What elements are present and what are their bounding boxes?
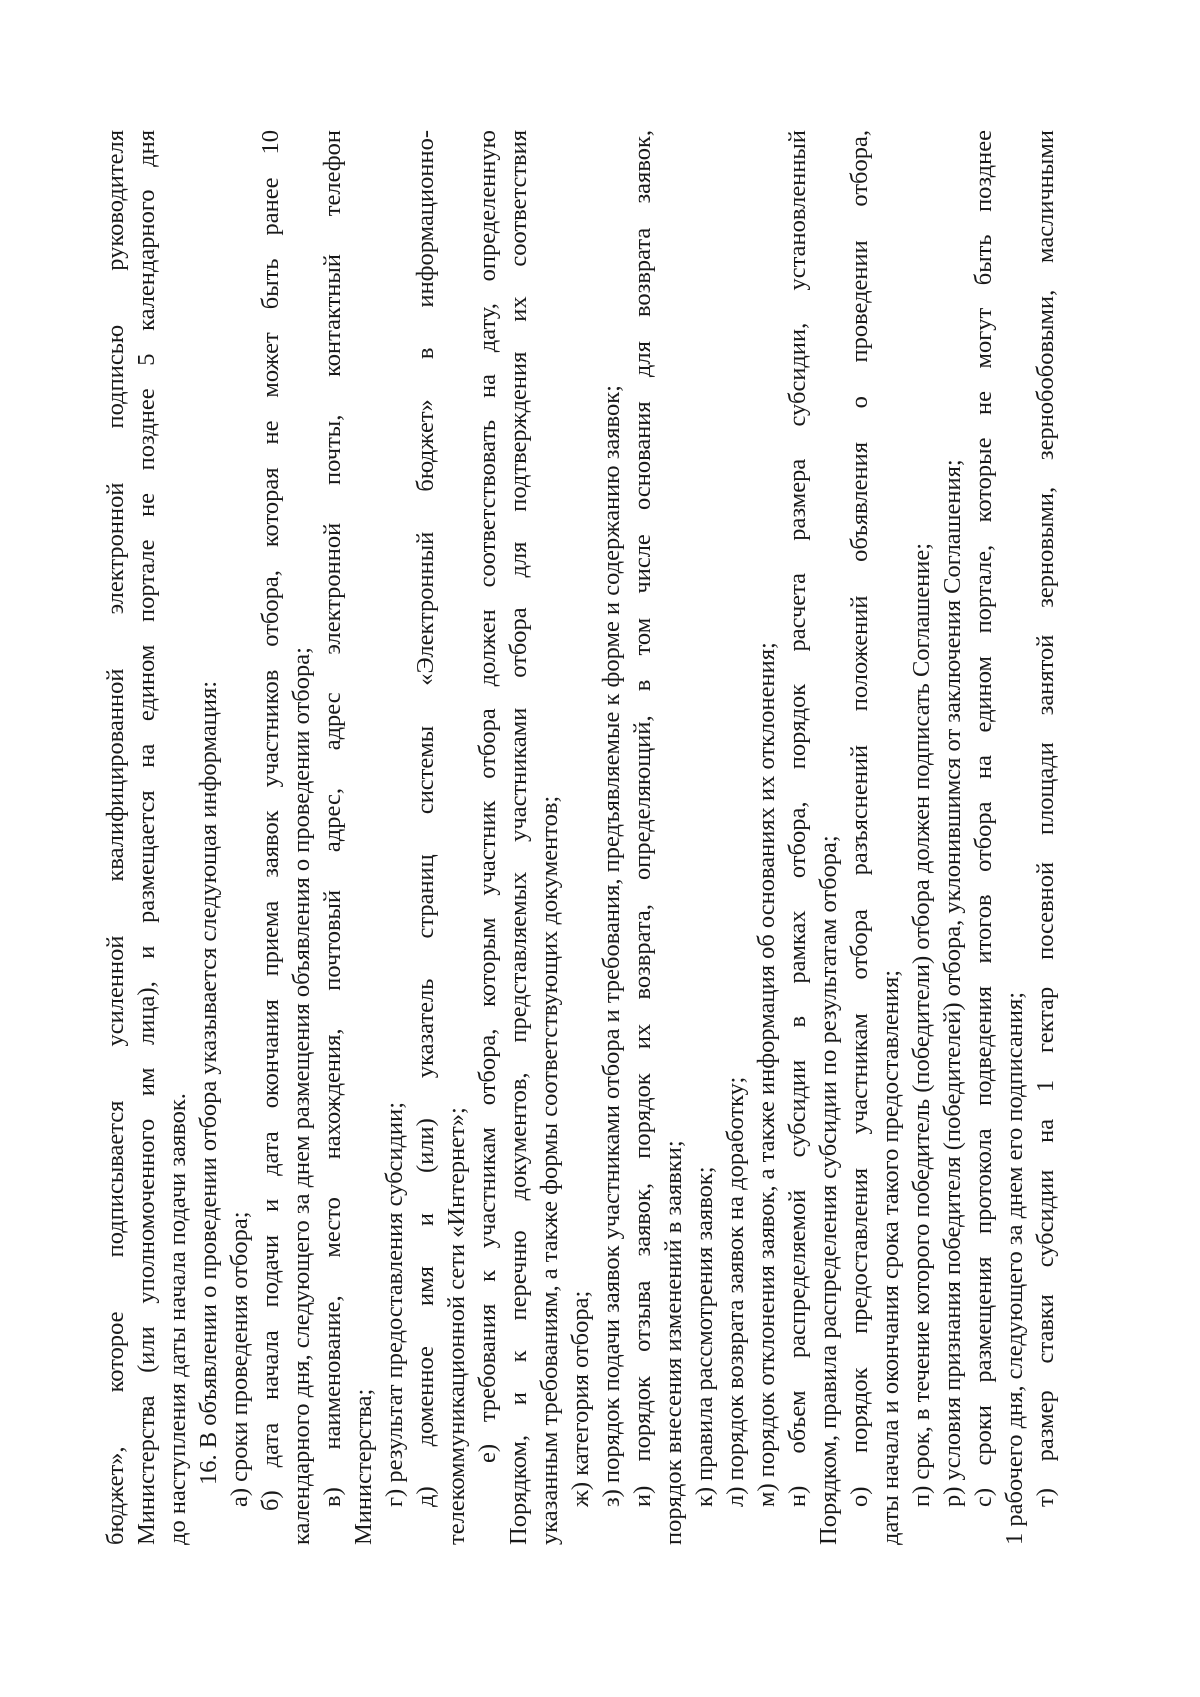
text-line: указанным требованиям, а также формы соответствующих документов; [536,795,563,1545]
list-item: з) порядок подачи заявок участниками отбора и требования, предъявляемые к форме и содержанию заявок; [598,385,625,1507]
list-item: с) сроки размещения протокола подведения итогов отбора на едином портале, которые не могут быть позднее [970,130,997,1507]
section-heading: 16. В объявлении о проведении отбора указывается следующая информация: [195,680,222,1485]
list-item: ж) категория отбора; [567,1290,594,1507]
text-line: до наступления даты начала подачи заявок. [164,1093,191,1545]
text-line: 1 рабочего дня, следующего за днем его подписания; [1001,991,1028,1545]
text-line: календарного дня, следующего за днем размещения объявления о проведении отбора; [288,647,315,1545]
text-line: Порядком, и к перечню документов, представляемых участниками отбора для подтверждения их соответствия [505,130,532,1545]
text-line: бюджет», которое подписывается усиленной квалифицированной электронной подписью руководителя [102,130,129,1545]
rotated-text-block [100,130,1059,1545]
list-item: т) размер ставки субсидии на 1 гектар посевной площади занятой зерновыми, зернобобовыми, масличными [1032,130,1059,1507]
list-item: в) наименование, место нахождения, почтовый адрес, адрес электронной почты, контактный телефон [319,130,346,1507]
text-line: телекоммуникационной сети «Интернет»; [443,1107,470,1545]
text-line: Министерства; [350,1388,377,1545]
text-line: Министерства (или уполномоченного им лица), и размещается на едином портале не позднее 5 календарного дня [133,130,160,1545]
list-item: п) срок, в течение которого победитель (победители) отбора должен подписать Соглашение; [908,542,935,1507]
list-item: г) результат предоставления субсидии; [381,1101,408,1507]
list-item: р) условия признания победителя (победителей) отбора, уклонившимся от заключения Соглашения; [939,459,966,1507]
text-line: порядок внесения изменений в заявки; [660,1140,687,1545]
list-item: а) сроки проведения отбора; [226,1211,253,1507]
list-item: б) дата начала подачи и дата окончания приема заявок участников отбора, которая не может быть ранее 10 [257,130,284,1511]
text-line: Порядком, правила распределения субсидии по результатам отбора; [815,835,842,1545]
list-item: о) порядок предоставления участникам отбора разъяснений положений объявления о проведении отбора, [846,130,873,1507]
list-item: л) порядок возврата заявок на доработку; [722,1076,749,1507]
list-item: н) объем распределяемой субсидии в рамках отбора, порядок расчета размера субсидии, установленный [784,130,811,1507]
list-item: е) требования к участникам отбора, которым участник отбора должен соответствовать на дату, определенную [474,130,501,1463]
list-item: д) доменное имя и (или) указатель страниц системы «Электронный бюджет» в информационно- [412,130,439,1507]
text-line: даты начала и окончания срока такого предоставления; [877,969,904,1545]
list-item: и) порядок отзыва заявок, порядок их возврата, определяющий, в том числе основания для возврата заявок, [629,130,656,1507]
list-item: к) правила рассмотрения заявок; [691,1166,718,1507]
list-item: м) порядок отклонения заявок, а также информация об основаниях их отклонения; [753,642,780,1507]
document-body [100,130,1061,1545]
